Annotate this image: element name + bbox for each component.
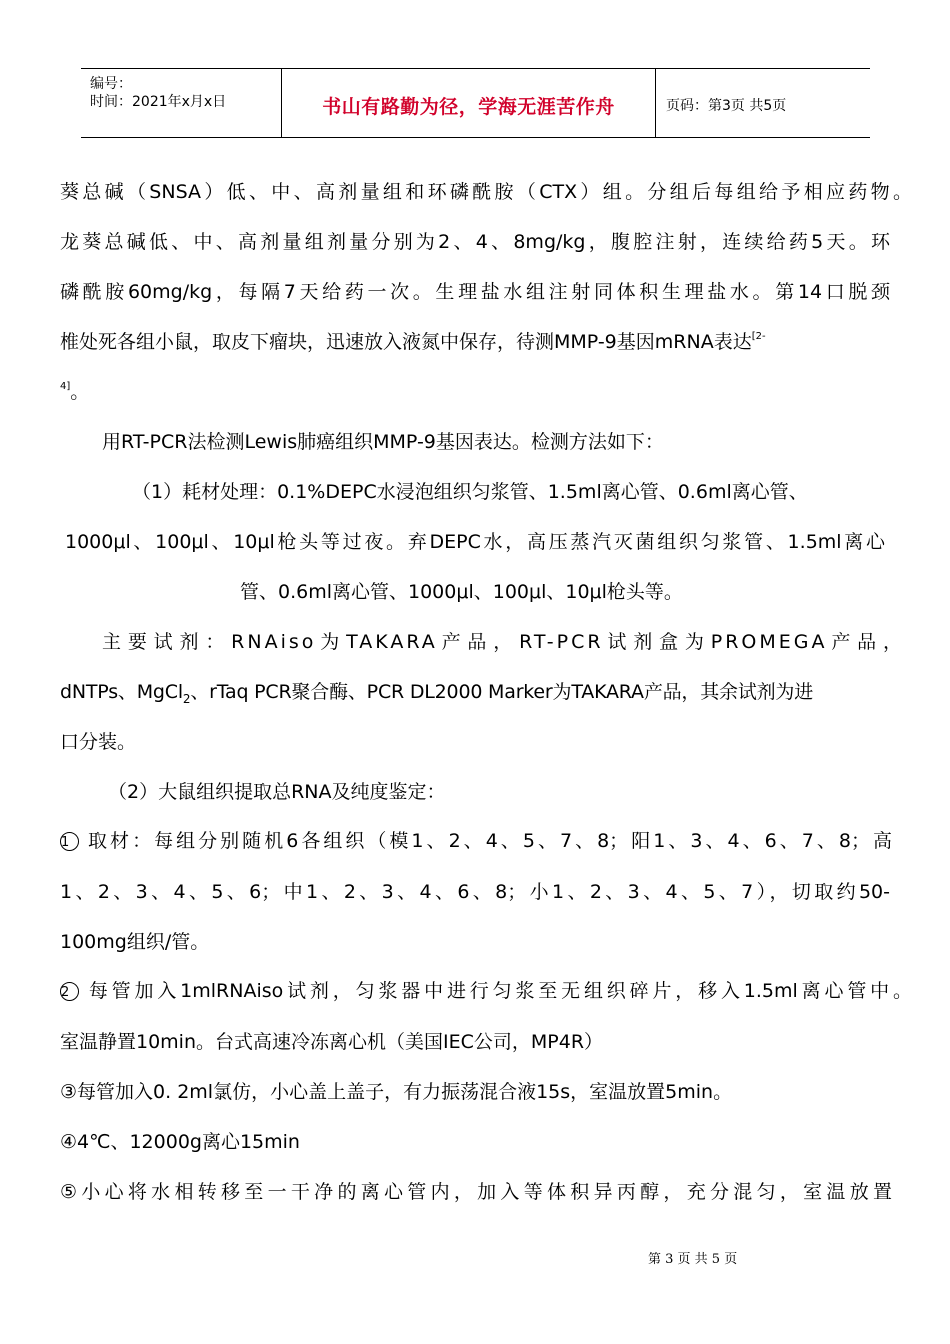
step-line: 室温静置10min。台式高速冷冻离心机（美国IEC公司，MP4R） (60, 1031, 604, 1053)
subscript: 2 (182, 692, 191, 706)
step-line: ③每管加入0. 2ml氯仿，小心盖上盖子，有力振荡混合液15s，室温放置5min。 (60, 1081, 733, 1103)
paragraph-line: （2）大鼠组织提取总RNA及纯度鉴定： (108, 781, 446, 803)
step-text: 每管加入1mlRNAiso试剂，匀浆器中进行匀浆至无组织碎片，移入1.5ml离心管中。 (85, 980, 912, 1002)
paragraph-line (60, 380, 89, 408)
step-text: 取材：每组分别随机6各组织（模1、2、4、5、7、8；阳1、3、4、6、7、8；高 (85, 830, 892, 852)
document-date: 时间：2021年x月x日 (90, 94, 227, 110)
paragraph-text: 。 (70, 381, 90, 403)
paragraph-line: 磷酰胺60mg/kg，每隔7天给药一次。生理盐水组注射同体积生理盐水。第14口脱颈 (60, 281, 890, 303)
header-center-cell (281, 69, 656, 137)
paragraph-line: 1000μl、100μl、10μl枪头等过夜。弃DEPC水，高压蒸汽灭菌组织匀浆管、1.5ml离心 (65, 531, 885, 553)
header-right-cell (655, 69, 870, 137)
step-number-2: 2 (60, 982, 79, 1001)
paragraph-line: （1）耗材处理：0.1%DEPC水浸泡组织匀浆管、1.5ml离心管、0.6ml离心管、 (132, 481, 808, 503)
step-line: ⑤小心将水相转移至一干净的离心管内，加入等体积异丙醇，充分混匀，室温放置 (60, 1181, 892, 1203)
step-line (60, 829, 892, 853)
paragraph-line: 用RT-PCR法检测Lewis肺癌组织MMP-9基因表达。检测方法如下： (102, 431, 664, 453)
paragraph-line (60, 330, 766, 358)
paragraph-line: 管、0.6ml离心管、1000μl、100μl、10μl枪头等。 (240, 581, 683, 603)
page-header (81, 68, 870, 138)
paragraph-line: 口分装。 (60, 731, 137, 753)
header-motto: 书山有路勤为径，学海无涯苦作舟 (322, 96, 615, 118)
citation-ref: [2- (751, 331, 766, 342)
header-left-cell (81, 69, 281, 137)
step-line: 1、2、3、4、5、6；中1、2、3、4、6、8；小1、2、3、4、5、7），切取约50- (60, 881, 890, 903)
document-number-label: 编号： (90, 76, 132, 92)
step-number-1: 1 (60, 832, 79, 851)
step-line: 100mg组织/管。 (60, 931, 210, 953)
step-line: ④4℃、12000g离心15min (60, 1131, 300, 1153)
citation-ref: 4] (60, 381, 71, 392)
page-footer: 第 3 页 共 5 页 (648, 1252, 738, 1267)
step-line (60, 979, 912, 1003)
paragraph-text: dNTPs、MgCl (60, 681, 183, 703)
paragraph-line: 葵总碱（SNSA）低、中、高剂量组和环磷酰胺（CTX）组。分组后每组给予相应药物。 (60, 181, 912, 203)
paragraph-line: 龙葵总碱低、中、高剂量组剂量分别为2、4、8mg/kg，腹腔注射，连续给药5天。环 (60, 231, 890, 253)
paragraph-line: 主要试剂：RNAiso为TAKARA产品，RT-PCR试剂盒为PROMEGA产品， (102, 631, 905, 653)
paragraph-line (60, 680, 890, 706)
paragraph-text: 、rTaq PCR聚合酶、PCR DL2000 Marker为TAKARA产品，其余试剂为进 (190, 681, 814, 703)
paragraph-text: 椎处死各组小鼠，取皮下瘤块，迅速放入液氮中保存，待测MMP-9基因mRNA表达 (60, 331, 752, 353)
header-page-code: 页码：第3页 共5页 (666, 98, 787, 114)
